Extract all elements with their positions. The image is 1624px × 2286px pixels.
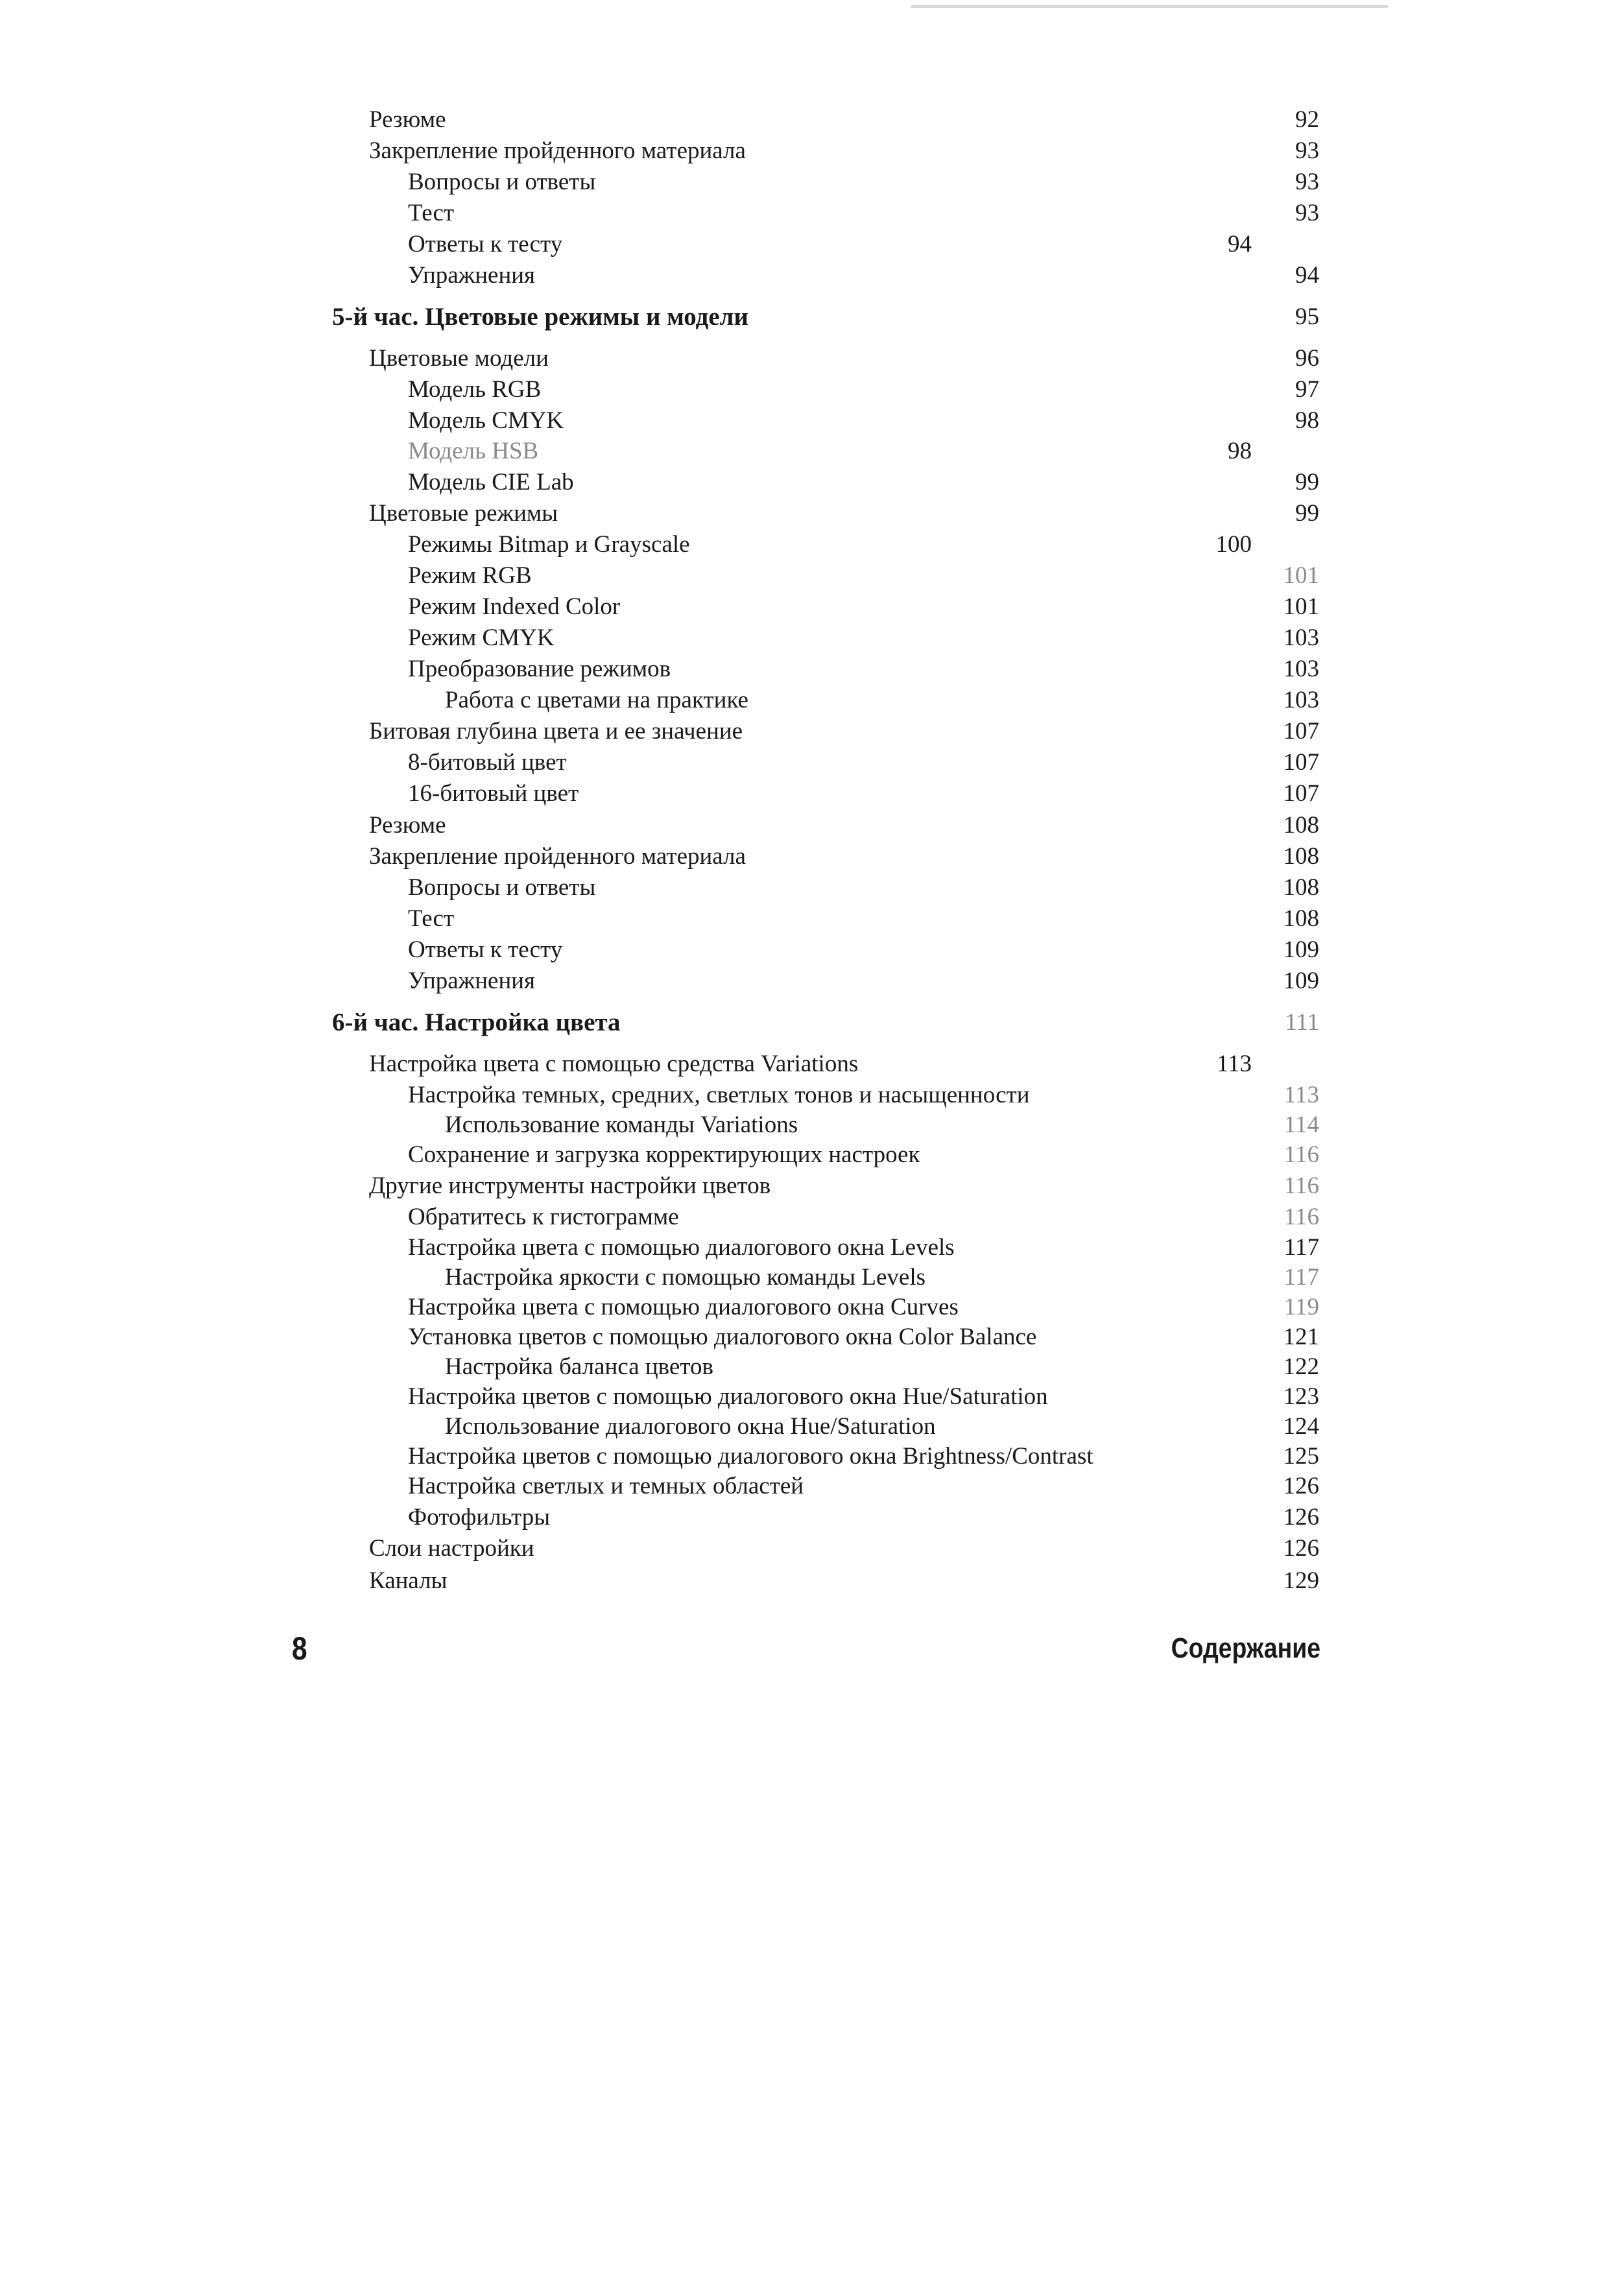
toc-entry-title: Закрепление пройденного материала: [369, 137, 746, 164]
toc-entry-title: Использование диалогового окна Hue/Saturation: [445, 1413, 936, 1440]
toc-entry-page: 103: [1283, 656, 1319, 682]
toc-entry-title: Цветовые модели: [369, 345, 549, 372]
toc-entry-title: Упражнения: [408, 262, 536, 289]
toc-entry-title: Режимы Bitmap и Grayscale: [408, 531, 690, 558]
footer-page-number: 8: [292, 1630, 307, 1667]
toc-entry-page: 124: [1283, 1413, 1319, 1440]
toc-entry-title: Слои настройки: [369, 1535, 534, 1562]
toc-entry-title: Резюме: [369, 106, 446, 133]
toc-entry-page: 119: [1284, 1294, 1319, 1320]
toc-entry-page: 114: [1284, 1112, 1319, 1138]
toc-entry-page: 109: [1283, 968, 1319, 994]
toc-entry-page: 96: [1295, 345, 1319, 372]
toc-entry-page: 122: [1283, 1353, 1319, 1380]
toc-entry-title: Настройка баланса цветов: [445, 1353, 714, 1380]
toc-entry-page: 99: [1295, 500, 1319, 527]
toc-entry-page: 111: [1285, 1009, 1319, 1036]
toc-entry-title: 5-й час. Цветовые режимы и модели: [332, 303, 749, 331]
toc-entry-page: 108: [1283, 905, 1319, 932]
toc-entry-page: 93: [1295, 137, 1319, 164]
toc-entry-title: Режим CMYK: [408, 625, 555, 651]
toc-entry-title: Ответы к тесту: [408, 231, 563, 257]
toc-entry-title: Настройка яркости с помощью команды Levels: [445, 1264, 926, 1291]
toc-entry-title: Битовая глубина цвета и ее значение: [369, 718, 743, 744]
toc-entry-title: Настройка светлых и темных областей: [408, 1473, 804, 1499]
toc-entry-title: Настройка цветов с помощью диалогового окна Hue/Saturation: [408, 1383, 1048, 1410]
toc-entry-title: Модель CMYK: [408, 407, 564, 434]
toc-entry-title: Тест: [408, 200, 455, 226]
toc-entry-page: 116: [1284, 1173, 1319, 1199]
toc-entry-title: Вопросы и ответы: [408, 874, 596, 901]
toc-entry-page: 93: [1295, 169, 1319, 195]
toc-entry-page: 113: [1216, 1051, 1252, 1077]
toc-entry-page: 129: [1283, 1567, 1319, 1594]
toc-entry-page: 107: [1283, 718, 1319, 744]
toc-entry-page: 97: [1295, 376, 1319, 403]
toc-entry-title: 16-битовый цвет: [408, 780, 579, 807]
toc-entry-page: 126: [1283, 1504, 1319, 1530]
toc-entry-title: Режим RGB: [408, 562, 532, 589]
toc-entry-title: 8-битовый цвет: [408, 749, 567, 776]
toc-entry-page: 108: [1283, 843, 1319, 870]
toc-entry-title: Модель CIE Lab: [408, 469, 574, 495]
toc-entry-page: 100: [1215, 531, 1252, 558]
toc-entry-title: Настройка цветов с помощью диалогового окна Brightness/Contrast: [408, 1443, 1093, 1470]
toc-entry-page: 108: [1283, 874, 1319, 901]
toc-entry-title: Настройка цвета с помощью диалогового окна Curves: [408, 1294, 959, 1320]
toc-entry-title: Использование команды Variations: [445, 1112, 798, 1138]
toc-entry-page: 98: [1228, 438, 1252, 464]
toc-entry-page: 126: [1283, 1473, 1319, 1499]
toc-entry-page: 107: [1283, 749, 1319, 776]
toc-entry-page: 117: [1284, 1234, 1319, 1261]
toc-entry-title: Настройка темных, средних, светлых тонов и насыщенности: [408, 1082, 1030, 1108]
toc-entry-page: 101: [1283, 562, 1319, 589]
toc-entry-title: Тест: [408, 905, 455, 932]
footer-section-title: Содержание: [1171, 1632, 1320, 1664]
toc-entry-title: Закрепление пройденного материала: [369, 843, 746, 870]
toc-entry-page: 108: [1283, 812, 1319, 839]
toc-entry-page: 116: [1284, 1141, 1319, 1168]
toc-entry-page: 103: [1283, 625, 1319, 651]
toc-entry-title: Модель RGB: [408, 376, 542, 403]
toc-entry-page: 117: [1284, 1264, 1319, 1291]
toc-entry-page: 123: [1283, 1383, 1319, 1410]
toc-entry-page: 98: [1295, 407, 1319, 434]
toc-entry-page: 95: [1295, 304, 1319, 330]
toc-entry-title: Ответы к тесту: [408, 936, 563, 963]
toc-entry-title: Работа с цветами на практике: [445, 687, 748, 713]
toc-entry-page: 116: [1284, 1204, 1319, 1230]
toc-entry-title: Резюме: [369, 812, 446, 839]
toc-entry-title: Цветовые режимы: [369, 500, 558, 527]
toc-entry-page: 94: [1295, 262, 1319, 289]
toc-entry-title: 6-й час. Настройка цвета: [332, 1008, 621, 1036]
toc-entry-title: Вопросы и ответы: [408, 169, 596, 195]
toc-entry-title: Установка цветов с помощью диалогового окна Color Balance: [408, 1324, 1037, 1350]
toc-entry-page: 125: [1283, 1443, 1319, 1470]
toc-entry-title: Модель HSB: [408, 438, 539, 464]
toc-entry-page: 93: [1295, 200, 1319, 226]
toc-entry-page: 92: [1295, 106, 1319, 133]
toc-entry-page: 113: [1284, 1082, 1319, 1108]
toc-entry-title: Сохранение и загрузка корректирующих настроек: [408, 1141, 920, 1168]
toc-entry-page: 109: [1283, 936, 1319, 963]
toc-entry-title: Обратитесь к гистограмме: [408, 1204, 679, 1230]
toc-entry-page: 126: [1283, 1535, 1319, 1562]
toc-entry-title: Режим Indexed Color: [408, 593, 621, 620]
toc-entry-title: Другие инструменты настройки цветов: [369, 1173, 771, 1199]
toc-entry-page: 101: [1283, 593, 1319, 620]
toc-entry-page: 99: [1295, 469, 1319, 495]
toc-entry-title: Каналы: [369, 1567, 448, 1594]
toc-entry-title: Настройка цвета с помощью средства Variations: [369, 1051, 859, 1077]
toc-entry-title: Упражнения: [408, 968, 536, 994]
toc-entry-page: 94: [1228, 231, 1252, 257]
toc-entry-page: 121: [1283, 1324, 1319, 1350]
toc-entry-page: 107: [1283, 780, 1319, 807]
toc-entry-title: Фотофильтры: [408, 1504, 551, 1530]
toc-entry-page: 103: [1283, 687, 1319, 713]
toc-entry-title: Преобразование режимов: [408, 656, 671, 682]
toc-entry-title: Настройка цвета с помощью диалогового окна Levels: [408, 1234, 955, 1261]
